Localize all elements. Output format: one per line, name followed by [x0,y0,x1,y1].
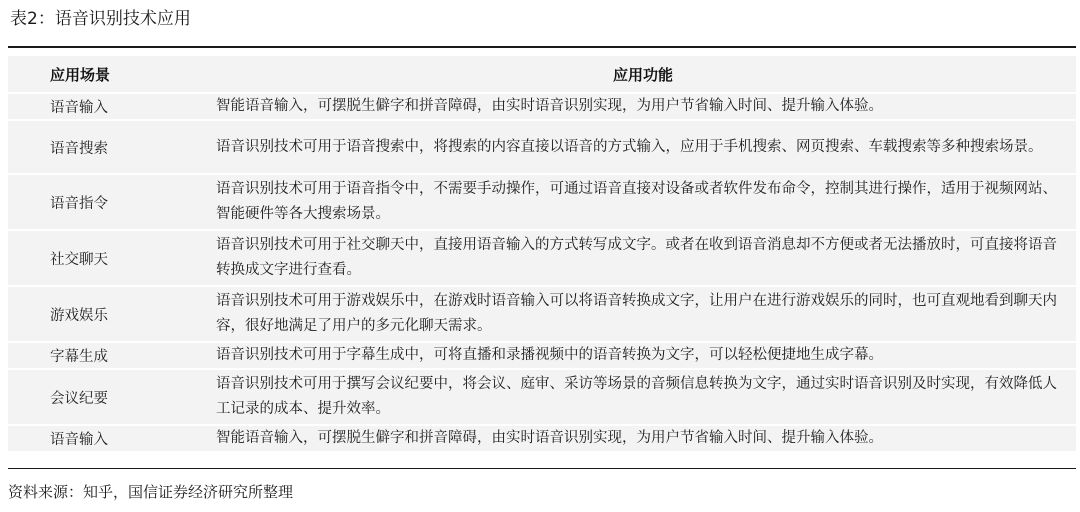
row-scene: 语音输入 [8,426,210,451]
row-function: 智能语音输入，可摆脱生僻字和拼音障碍，由实时语音识别实现，为用户节省输入时间、提升输入体验。 [210,426,1076,451]
table-row [8,287,1076,341]
table-row [8,94,1076,119]
row-scene: 游戏娱乐 [8,287,210,341]
row-scene: 语音搜索 [8,121,210,173]
table-row [8,343,1076,368]
row-scene: 社交聊天 [8,231,210,285]
application-table [8,54,1076,453]
row-function: 语音识别技术可用于语音搜索中，将搜索的内容直接以语音的方式输入，应用于手机搜索、网页搜索、车载搜索等多种搜索场景。 [210,121,1076,173]
row-function: 语音识别技术可用于字幕生成中，可将直播和录播视频中的语音转换为文字，可以轻松便捷地生成字幕。 [210,343,1076,368]
bottom-rule [8,468,1076,469]
row-function: 语音识别技术可用于社交聊天中，直接用语音输入的方式转写成文字。或者在收到语音消息却不方便或者无法播放时，可直接将语音转换成文字进行查看。 [210,231,1076,285]
row-function: 语音识别技术可用于游戏娱乐中，在游戏时语音输入可以将语音转换成文字，让用户在进行游戏娱乐的同时，也可直观地看到聊天内容，很好地满足了用户的多元化聊天需求。 [210,287,1076,341]
row-function: 语音识别技术可用于撰写会议纪要中，将会议、庭审、采访等场景的音频信息转换为文字，通过实时语音识别及时实现，有效降低人工记录的成本、提升效率。 [210,370,1076,424]
row-scene: 语音指令 [8,175,210,229]
header-function: 应用功能 [210,56,1076,92]
row-scene: 会议纪要 [8,370,210,424]
table-header-row [8,56,1076,92]
table-row [8,121,1076,173]
row-function: 语音识别技术可用于语音指令中，不需要手动操作，可通过语音直接对设备或者软件发布命令，控制其进行操作，适用于视频网站、智能硬件等各大搜索场景。 [210,175,1076,229]
top-rule [8,46,1076,48]
table-row [8,175,1076,229]
table-row [8,370,1076,424]
row-scene: 语音输入 [8,94,210,119]
row-scene: 字幕生成 [8,343,210,368]
table-row [8,231,1076,285]
row-function: 智能语音输入，可摆脱生僻字和拼音障碍，由实时语音识别实现，为用户节省输入时间、提升输入体验。 [210,94,1076,119]
source-note: 资料来源：知乎，国信证券经济研究所整理 [8,483,294,501]
table-title: 表2：语音识别技术应用 [10,9,191,29]
table-row [8,426,1076,451]
header-scene: 应用场景 [8,56,210,92]
